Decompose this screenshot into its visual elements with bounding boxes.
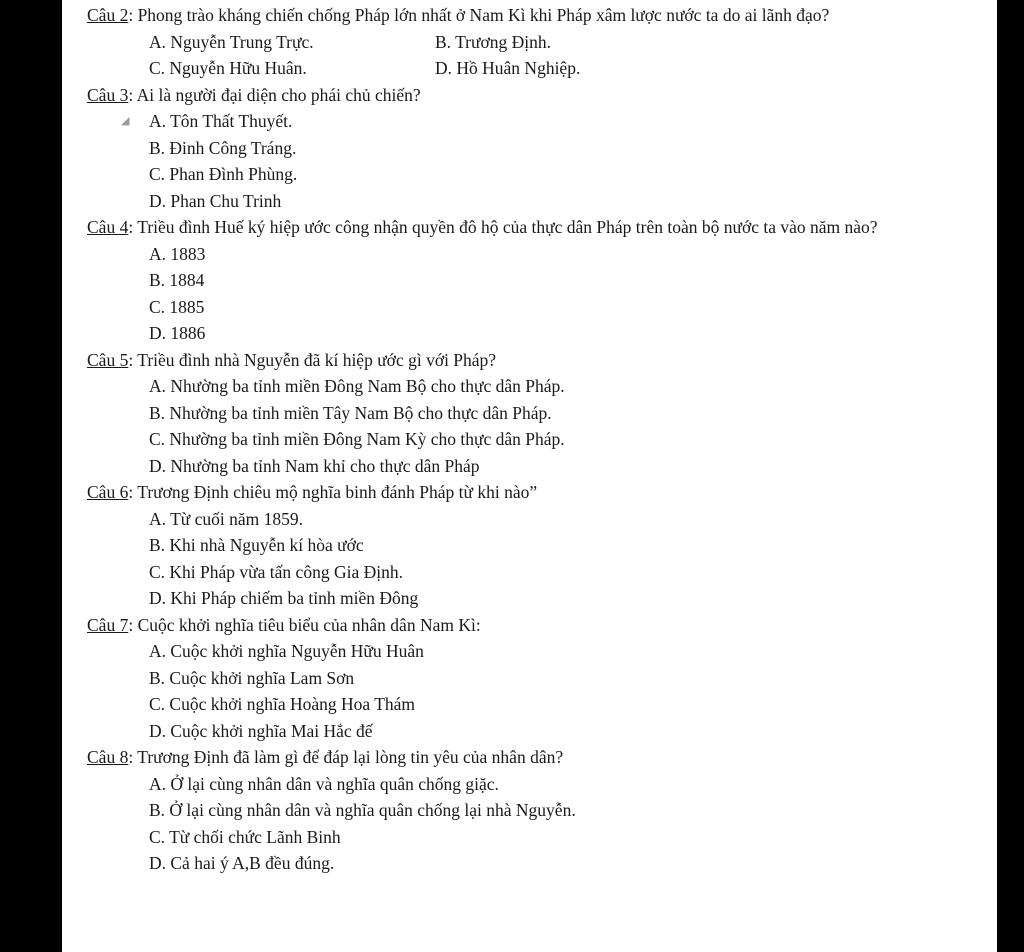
option-b: B. Cuộc khởi nghĩa Lam Sơn: [149, 667, 355, 688]
question-2: [87, 2, 989, 29]
option-c: C. 1885: [149, 296, 205, 317]
question-label: Câu 3: [87, 84, 129, 105]
option-a: A. Từ cuối năm 1859.: [149, 508, 304, 529]
question-label: Câu 8: [87, 747, 129, 767]
option-d: D. Khi Pháp chiếm ba tỉnh miền Đông: [149, 588, 419, 608]
option-b: B. Khi nhà Nguyễn kí hòa ước: [149, 535, 364, 555]
option-a: A. 1883: [149, 243, 206, 264]
question-label: Câu 2: [87, 5, 129, 25]
option-b: B. Đinh Công Tráng.: [149, 137, 297, 158]
options-grid: [87, 29, 989, 82]
option-a: A. Cuộc khởi nghĩa Nguyễn Hữu Huân: [149, 641, 424, 661]
question-list: [87, 2, 989, 877]
question-text: : Cuộc khởi nghĩa tiêu biểu của nhân dân Nam Kì:: [128, 614, 481, 635]
option-a: A. Nhường ba tỉnh miền Đông Nam Bộ cho thực dân Pháp.: [149, 376, 565, 396]
question-7: [87, 612, 989, 639]
option-row: [87, 108, 989, 135]
question-6: [87, 479, 989, 506]
question-5: [87, 347, 989, 374]
question-text: : Triều đình Huế ký hiệp ước công nhận quyền đô hộ của thực dân Pháp trên toàn bộ nước ta vào năm nào?: [128, 217, 878, 237]
question-text: : Trương Định chiêu mộ nghĩa binh đánh Pháp từ khi nào”: [128, 482, 538, 502]
option-d: D. Cuộc khởi nghĩa Mai Hắc đế: [149, 720, 373, 741]
option-a: A. Ở lại cùng nhân dân và nghĩa quân chống giặc.: [149, 773, 499, 794]
question-8: [87, 744, 989, 771]
question-text: : Trương Định đã làm gì để đáp lại lòng tin yêu của nhân dân?: [128, 747, 564, 767]
option-c: C. Khi Pháp vừa tấn công Gia Định.: [149, 561, 403, 582]
option-c: C. Phan Đình Phùng.: [149, 164, 298, 184]
question-text: : Ai là người đại diện cho phái chủ chiến?: [128, 84, 421, 105]
question-text: : Phong trào kháng chiến chống Pháp lớn nhất ở Nam Kì khi Pháp xâm lược nước ta do ai lãnh đạo?: [128, 5, 830, 25]
option-d: D. Phan Chu Trinh: [149, 190, 282, 211]
option-c: C. Nhường ba tỉnh miền Đông Nam Kỳ cho thực dân Pháp.: [149, 429, 565, 449]
question-text: : Triều đình nhà Nguyễn đã kí hiệp ước gì với Pháp?: [128, 349, 497, 370]
question-label: Câu 6: [87, 482, 129, 502]
option-d: D. Cả hai ý A,B đều đúng.: [149, 853, 335, 873]
option-c: C. Từ chối chức Lãnh Binh: [149, 826, 341, 847]
margin-marker-icon: ◢: [121, 115, 130, 127]
option-b: B. Nhường ba tỉnh miền Tây Nam Bộ cho thực dân Pháp.: [149, 402, 552, 423]
option-c: C. Nguyễn Hữu Huân.: [149, 58, 307, 78]
option-d: D. Hồ Huân Nghiệp.: [435, 58, 581, 78]
question-label: Câu 7: [87, 614, 129, 635]
option-d: D. Nhường ba tỉnh Nam khỉ cho thực dân Pháp: [149, 455, 480, 476]
option-b: B. 1884: [149, 270, 205, 290]
document-page: [62, 0, 997, 952]
option-a: A. Tôn Thất Thuyết.: [149, 111, 293, 131]
question-4: [87, 214, 989, 241]
question-3: [87, 82, 989, 109]
option-c: C. Cuộc khởi nghĩa Hoàng Hoa Thám: [149, 694, 416, 714]
option-b: B. Ở lại cùng nhân dân và nghĩa quân chống lại nhà Nguyễn.: [149, 800, 576, 820]
option-b: B. Trương Định.: [435, 31, 551, 52]
question-label: Câu 4: [87, 217, 129, 237]
question-label: Câu 5: [87, 349, 129, 370]
option-d: D. 1886: [149, 323, 206, 343]
option-a: A. Nguyễn Trung Trực.: [149, 31, 314, 52]
